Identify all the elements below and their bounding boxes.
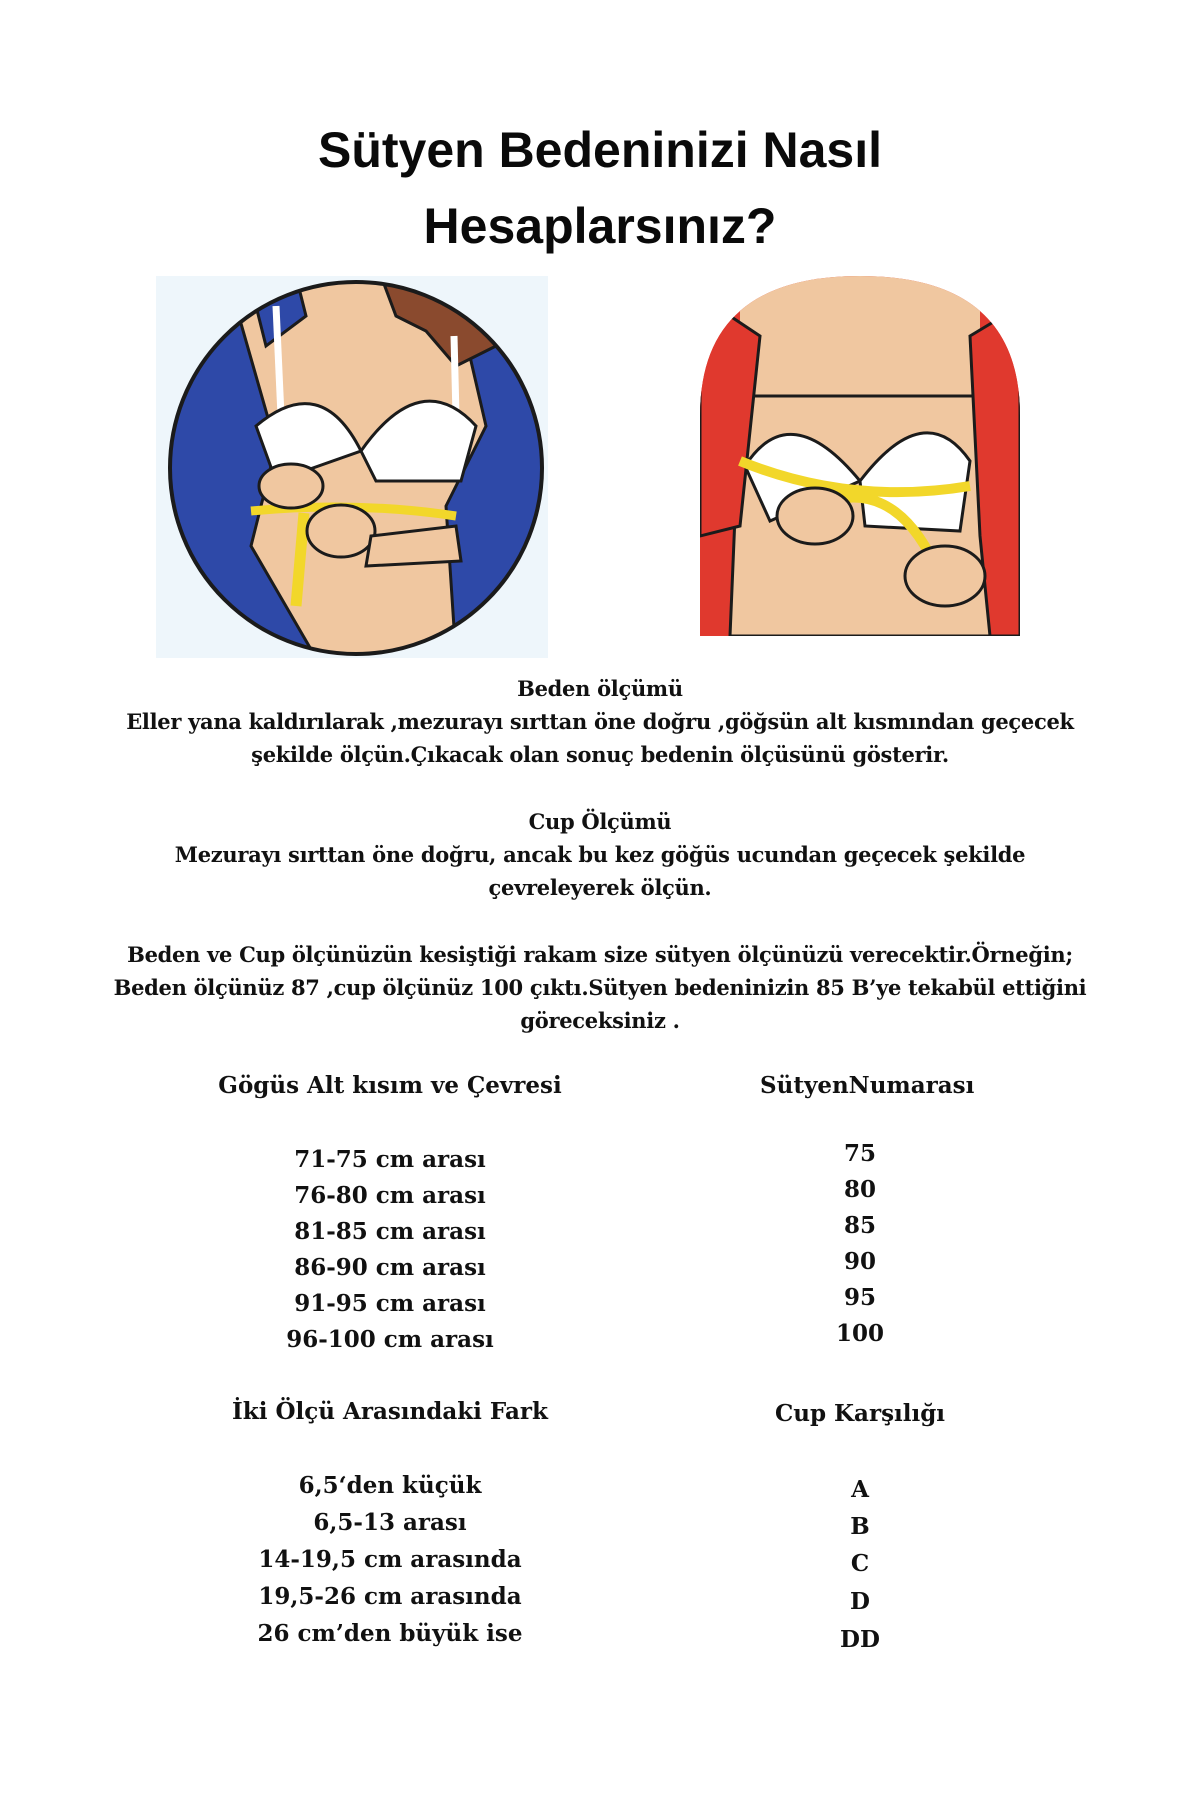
cup-heading: Cup Ölçümü (528, 809, 672, 834)
cup-letter-row: D (850, 1588, 870, 1615)
band-text-line-2: şekilde ölçün.Çıkacak olan sonuç bedenin ölçüsünü gösterir. (251, 742, 949, 767)
cup-table-right-header: Cup Karşılığı (774, 1400, 946, 1427)
band-heading: Beden ölçümü (517, 676, 683, 701)
cup-table-left-header: İki Ölçü Arasındaki Fark (232, 1398, 548, 1425)
left-hand (777, 488, 853, 544)
title-line-2: Hesaplarsınız? (423, 198, 777, 254)
bra-strap-right (454, 336, 456, 416)
size-range-row: 86-90 cm arası (294, 1254, 486, 1281)
right-hand (905, 546, 985, 606)
cup-difference-row: 6,5‘den küçük (298, 1472, 482, 1499)
bra-strap-left (276, 306, 281, 416)
cup-letter-row: A (851, 1476, 869, 1503)
example-line-3: göreceksiniz . (520, 1008, 680, 1033)
page-title (0, 112, 1200, 264)
cup-difference-row: 26 cm’den büyük ise (257, 1620, 523, 1647)
size-number-row: 80 (843, 1176, 876, 1203)
size-range-row: 81-85 cm arası (294, 1218, 486, 1245)
band-measurement-section (90, 672, 1110, 771)
cup-text-line-2: çevreleyerek ölçün. (488, 875, 712, 900)
size-table-left-header: Gögüs Alt kısım ve Çevresi (218, 1072, 562, 1099)
cup-difference-row: 6,5-13 arası (313, 1509, 467, 1536)
right-hand (307, 505, 375, 557)
example-line-2: Beden ölçünüz 87 ,cup ölçünüz 100 çıktı.Sütyen bedeninizin 85 B’ye tekabül ettiğini (113, 975, 1087, 1000)
size-range-row: 91-95 cm arası (294, 1290, 486, 1317)
cup-text-line-1: Mezurayı sırttan öne doğru, ancak bu kez göğüs ucundan geçecek şekilde (174, 842, 1026, 867)
size-number-row: 85 (843, 1212, 876, 1239)
example-section (90, 938, 1110, 1037)
size-range-row: 76-80 cm arası (294, 1182, 486, 1209)
size-table-right-header: SütyenNumarası (760, 1072, 975, 1099)
cup-difference-row: 19,5-26 cm arasında (258, 1583, 522, 1610)
size-range-row: 96-100 cm arası (286, 1326, 494, 1353)
size-number-row: 100 (835, 1320, 884, 1347)
size-range-row: 71-75 cm arası (294, 1146, 486, 1173)
cup-measurement-illustration (700, 276, 1020, 636)
band-text-line-1: Eller yana kaldırılarak ,mezurayı sırttan öne doğru ,göğsün alt kısmından geçecek (126, 709, 1074, 734)
cup-letter-row: DD (840, 1626, 880, 1653)
band-measurement-illustration (156, 276, 548, 658)
title-line-1: Sütyen Bedeninizi Nasıl (317, 122, 882, 178)
size-number-row: 75 (843, 1140, 876, 1167)
cup-letter-row: C (850, 1550, 870, 1577)
size-number-row: 90 (843, 1248, 876, 1275)
cup-measurement-section (90, 805, 1110, 904)
example-line-1: Beden ve Cup ölçünüzün kesiştiği rakam size sütyen ölçünüzü verecektir.Örneğin; (127, 942, 1073, 967)
size-number-row: 95 (843, 1284, 876, 1311)
left-hand (259, 464, 323, 508)
cup-difference-row: 14-19,5 cm arasında (258, 1546, 522, 1573)
cup-letter-row: B (850, 1513, 870, 1540)
